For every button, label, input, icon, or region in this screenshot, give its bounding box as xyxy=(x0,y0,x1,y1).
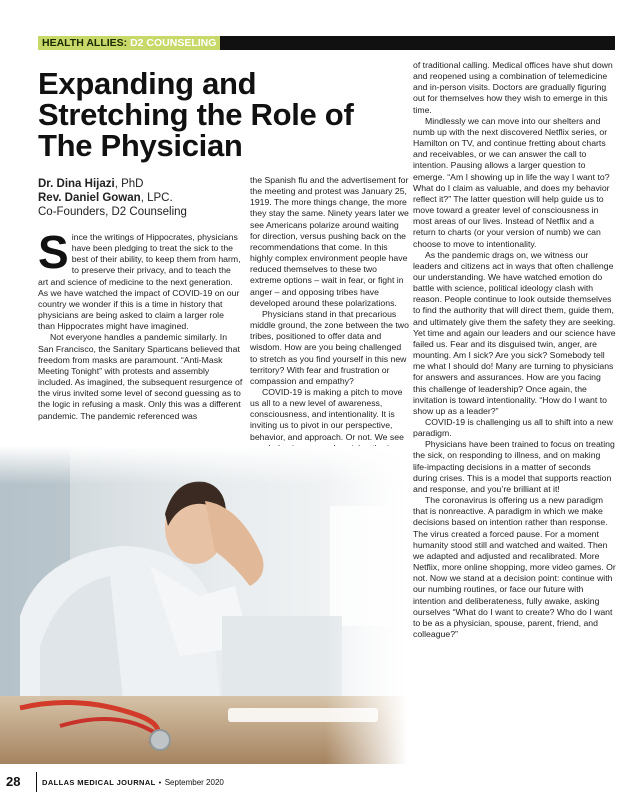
headline: Expanding and Stretching the Role of The Physician xyxy=(38,66,354,163)
photo-illustration-icon xyxy=(0,446,407,764)
body-paragraph: Not everyone handles a pandemic similarly. In San Francisco, the Sanitary Sparticans believed that freedom from masks are paramount. “Anti-Mask Meeting Tonight” with protests and assembly included. As imagined, the subsequent resurgence of the virus invited some level of second guessing as to the logic in refusing a mask. Only this was a different pandemic. The pandemic referenced was xyxy=(38,332,243,421)
body-paragraph: the Spanish flu and the advertisement for the meeting and protest was January 25, 1919. The more things change, the more they stay the same. Ninety years later we see Americans polarize around waiting for direction, versus pushing back on the recommendations that come. In this highly complex environment people have reduced themselves to these two extreme options – wait in fear, or fight in anger – and opposing tribes have developed around these polarizations. xyxy=(250,175,409,308)
authors-role: Co-Founders, D2 Counseling xyxy=(38,206,187,218)
author-2 xyxy=(38,191,238,205)
article-column-1 xyxy=(38,226,243,422)
body-paragraph: Physicians stand in that precarious middle ground, the zone between the two tribes, positioned to offer data and wisdom. How are you being challenged to stretch as you find yourself in this new territory? With fear and frustration or compassion and empathy? xyxy=(250,308,409,386)
page-number: 28 xyxy=(6,774,21,789)
author-1 xyxy=(38,177,238,191)
author-credential: , PhD xyxy=(114,178,144,190)
section-label xyxy=(38,36,220,50)
issue-date: September 2020 xyxy=(164,778,224,787)
author-name: Rev. Daniel Gowan xyxy=(38,192,141,204)
body-paragraph: COVID-19 is making a pitch to move us all to a new level of awareness, consciousness, and intentionality. It is inviting us to pivot in our perspective, behavior, and approach. Or not. We see xyxy=(250,386,404,442)
stressed-doctor-photo xyxy=(0,446,407,764)
footer-divider xyxy=(36,772,37,792)
article-column-3 xyxy=(413,60,616,640)
publication-info xyxy=(42,778,224,787)
body-paragraph xyxy=(38,226,243,332)
section-category: HEALTH ALLIES: xyxy=(42,37,128,49)
body-paragraph: As the pandemic drags on, we witness our leaders and citizens act in ways that often challenge our understanding. We have watched emotion do battle with science, political ideology clash with reason. People continue to look outside themselves to find the authority that will direct them, guide them, and ultimately give them the safety they are seeking. Yet time and again our leaders and our science have failed us. Fear and its disguised twin, anger, are mounting. Am I sick? Are you sick? Somebody tell me what I should do! Many are turning to physicians for answers and assurances. How are you facing this challenge of leadership? Once again, the invitation is toward intentionality. “How do I want to show up as a leader?” xyxy=(413,249,616,416)
footer-separator: • xyxy=(158,778,162,787)
body-paragraph: Mindlessly we can move into our shelters and numb up with the next discovered Netflix series, or Hamilton on TV, and continue fretting about charts and receivables, or we can answer the call to intention. Pausing allows a larger question to emerge. “Am I showing up in life the way I want to? What do I claim as valuable, and does my behavior reflect it?” The latter question will help guide us to move toward a greater level of consciousness in most areas of our lives. Instead of Netflix and a return to charts (or your version of numb) we can choose to move to intentionality. xyxy=(413,115,610,249)
authors xyxy=(38,177,238,219)
author-name: Dr. Dina Hijazi xyxy=(38,178,115,190)
publication-name: DALLAS MEDICAL JOURNAL xyxy=(42,778,156,787)
body-paragraph: COVID-19 is challenging us all to shift into a new paradigm. xyxy=(413,417,613,439)
section-subcategory: D2 COUNSELING xyxy=(130,37,217,49)
section-bar xyxy=(38,36,615,50)
drop-cap: S xyxy=(38,226,69,278)
body-paragraph: of traditional calling. Medical offices have shut down and reopened using a combination of telemedicine and in-person visits. Doctors are gradually figuring out for themselves how they wish to emerge in this time. xyxy=(413,60,613,115)
body-paragraph: The coronavirus is offering us a new paradigm that is nonreactive. A paradigm in which we make decisions based on intention rather than response. The virus created a forced pause. For a moment humanity stood still and watched and waited. Then we adapted and adjusted and recalibrated. More Netflix, more online shopping, more video games. Or not. Now we stand at a decision point: continue with our numbing routines, or face our future with intention and deliberateness, fully awake, asking ourselves “What do I want to create? Who do I want to be as a physician, spouse, parent, friend, and colleague?” xyxy=(413,495,616,639)
body-paragraph: Physicians have been trained to focus on treating the sick, on responding to illness, and on making life-impacting decisions in a matter of seconds during crises. This is a model that supports reaction and response, and you’re brilliant at it! xyxy=(413,439,615,494)
article-column-2 xyxy=(250,175,410,476)
page-footer xyxy=(6,772,306,792)
paragraph-text: ince the writings of Hippocrates, physicians have been pledging to treat the sick to the best of their ability, to keep them from harm, to preserve their privacy, and to teach the art and science of medicine to the next generation. As we have watched the impact of COVID-19 on our country we wonder if this is a time in history that physicians are being asked to claim a larger role than Hippocrates might have imagined. xyxy=(38,232,241,332)
author-credential: , LPC. xyxy=(140,192,173,204)
